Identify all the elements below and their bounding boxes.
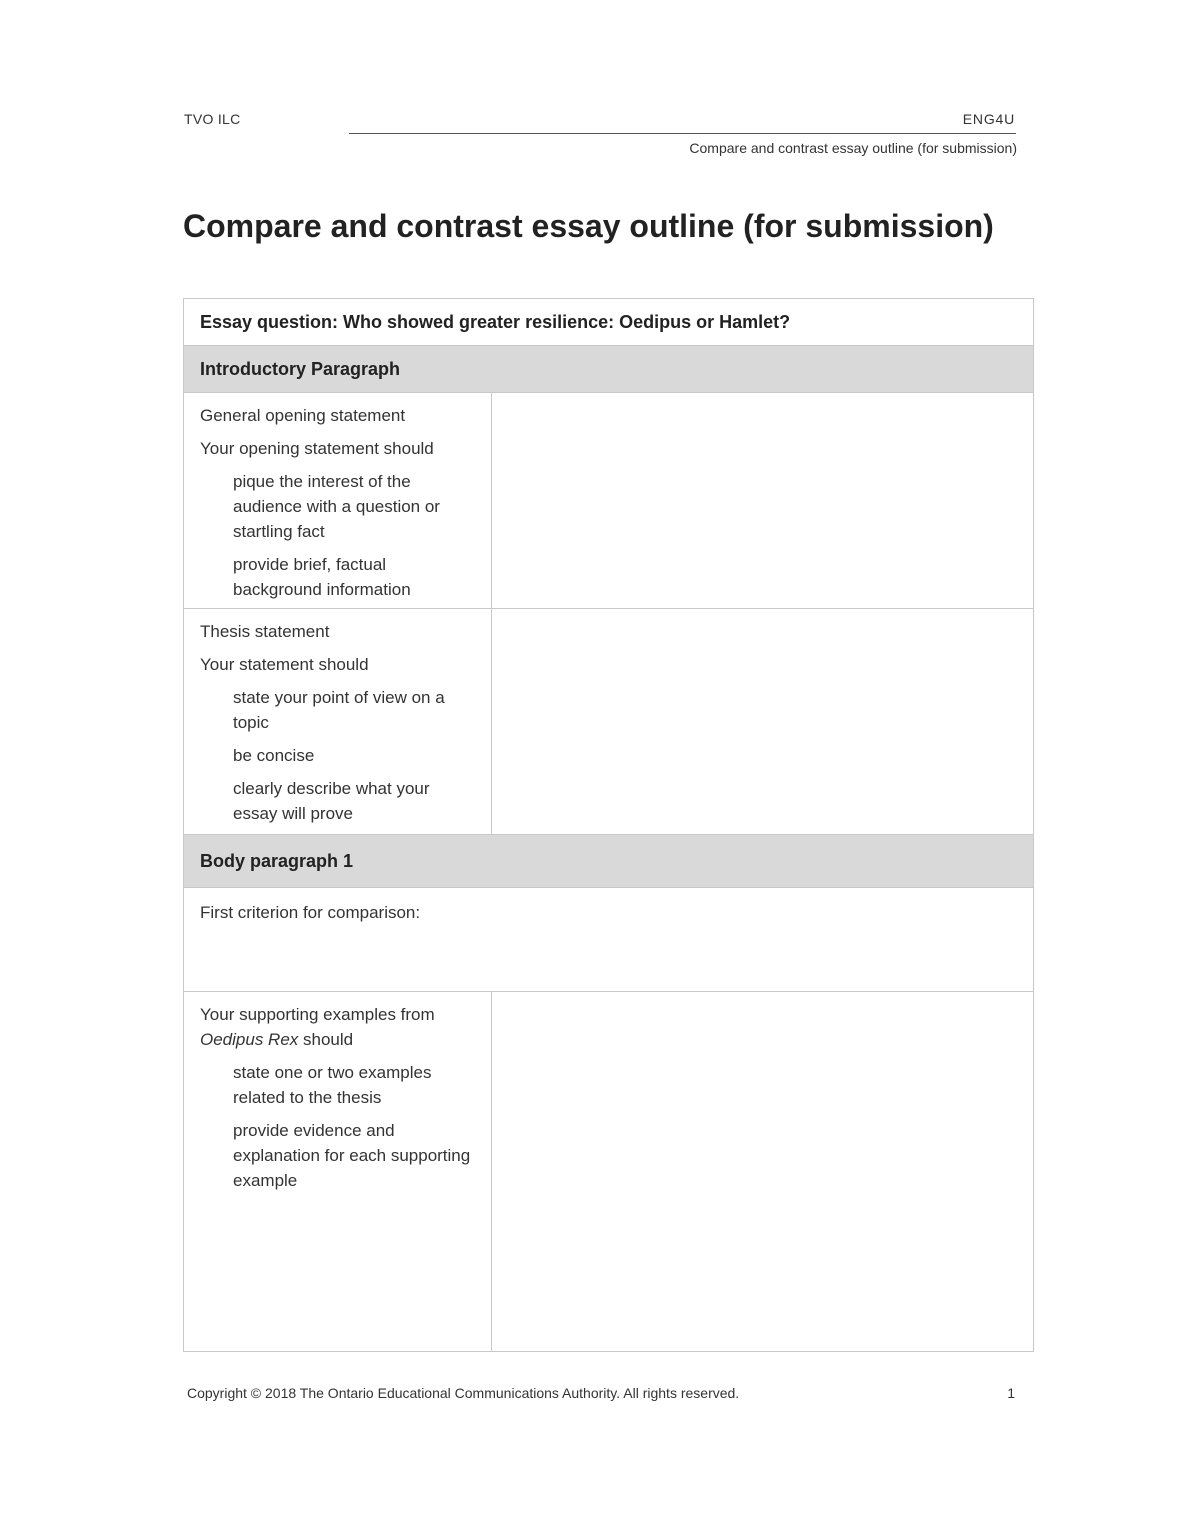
opening-row [183, 392, 1034, 609]
header-rule [349, 133, 1016, 134]
header-subtitle: Compare and contrast essay outline (for submission) [689, 140, 1017, 156]
page-title: Compare and contrast essay outline (for submission) [183, 208, 994, 244]
essay-question-row [183, 298, 1034, 346]
supporting-item: state one or two examples related to the thesis [233, 1063, 432, 1107]
supporting-lead-post: should [303, 1030, 354, 1049]
intro-heading-row [183, 345, 1034, 393]
thesis-item: state your point of view on a topic [233, 688, 445, 732]
work-title: Oedipus Rex [200, 1030, 299, 1049]
supporting-item: provide evidence and explanation for each supporting example [233, 1121, 471, 1190]
body1-heading: Body paragraph 1 [200, 850, 354, 871]
thesis-title: Thesis statement [200, 622, 330, 641]
opening-title: General opening statement [200, 406, 406, 425]
opening-lead: Your opening statement should [200, 439, 434, 458]
header-course: ENG4U [962, 111, 1015, 127]
body1-heading-row [183, 834, 1034, 888]
supporting-response-area[interactable] [492, 992, 1033, 1351]
thesis-lead: Your statement should [200, 655, 369, 674]
page-number: 1 [1007, 1385, 1015, 1401]
criterion-row[interactable] [183, 887, 1034, 992]
thesis-response-area[interactable] [492, 609, 1033, 834]
opening-item: provide brief, factual background information [233, 555, 411, 599]
opening-instructions [184, 393, 492, 608]
essay-question: Essay question: Who showed greater resilience: Oedipus or Hamlet? [200, 311, 791, 332]
intro-heading: Introductory Paragraph [200, 358, 401, 379]
thesis-item: clearly describe what your essay will prove [233, 779, 430, 823]
supporting-row [183, 991, 1034, 1352]
supporting-instructions [184, 992, 492, 1351]
thesis-row [183, 608, 1034, 835]
opening-response-area[interactable] [492, 393, 1033, 608]
supporting-lead [200, 1002, 475, 1052]
thesis-item: be concise [233, 746, 315, 765]
footer-copyright: Copyright © 2018 The Ontario Educational Communications Authority. All rights reserved. [187, 1385, 740, 1401]
header-org: TVO ILC [184, 111, 241, 127]
criterion-label: First criterion for comparison: [200, 903, 421, 922]
opening-item: pique the interest of the audience with a question or startling fact [233, 472, 440, 541]
supporting-lead-pre: Your supporting examples from [200, 1005, 435, 1024]
thesis-instructions [184, 609, 492, 834]
